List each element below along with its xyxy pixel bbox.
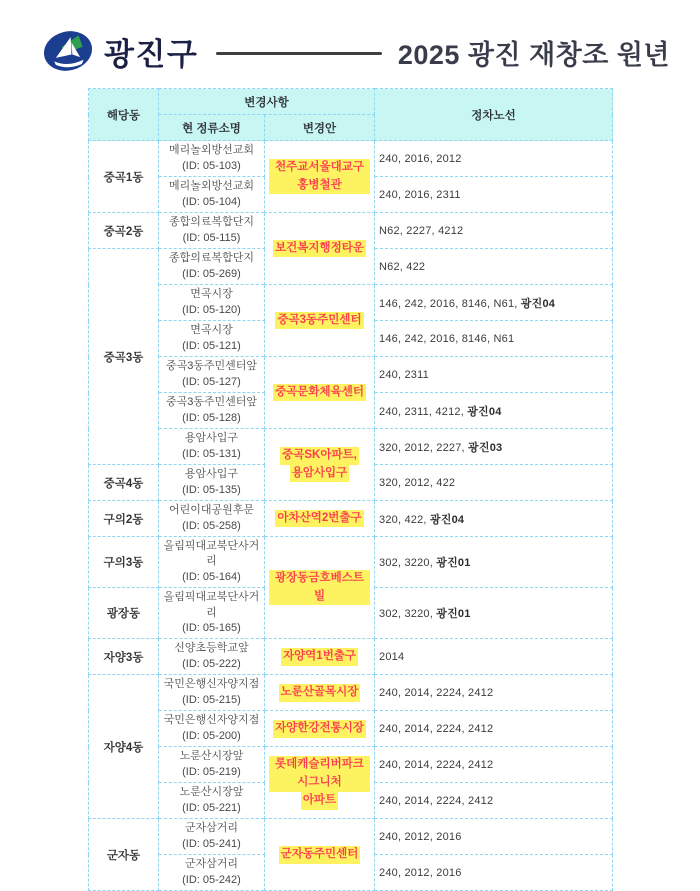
current-stop-cell — [159, 249, 265, 285]
current-stop-cell — [159, 747, 265, 783]
routes-cell — [375, 249, 613, 285]
routes-cell — [375, 213, 613, 249]
proposal-highlight-text: 롯데캐슬리버파크시그니처 — [269, 756, 370, 792]
routes-text: 240, 2012, 2016 — [379, 830, 462, 843]
routes-text: 240, 2014, 2224, 2412 — [379, 758, 494, 771]
stop-name: 올림픽대교북단사거리 — [163, 540, 260, 568]
proposal-cell — [265, 429, 375, 501]
proposal-highlight-text: 광장동금호베스트빌 — [269, 570, 370, 606]
col-header-current-name: 현 정류소명 — [159, 115, 265, 141]
proposal-cell — [265, 675, 375, 711]
routes-text-bold: 광진04 — [520, 297, 556, 310]
proposal-highlight-text: 용암사입구 — [290, 465, 350, 483]
stop-id: (ID: 05-215) — [182, 693, 241, 706]
routes-text: 2014 — [379, 650, 405, 663]
routes-cell — [375, 855, 613, 891]
stop-name: 노룬산시장앞 — [179, 750, 244, 763]
current-stop-cell — [159, 357, 265, 393]
table-row — [89, 711, 613, 747]
current-stop-cell — [159, 285, 265, 321]
table-row — [89, 819, 613, 855]
routes-cell — [375, 465, 613, 501]
proposal-cell — [265, 501, 375, 537]
stop-id: (ID: 05-219) — [182, 765, 241, 778]
routes-text-bold: 광진03 — [468, 441, 503, 454]
dong-cell: 중곡2동 — [89, 213, 159, 249]
routes-text-bold: 광진04 — [429, 513, 465, 526]
stop-name: 중곡3동주민센터앞 — [165, 396, 258, 409]
routes-cell — [375, 711, 613, 747]
stop-id: (ID: 05-222) — [182, 657, 241, 670]
dong-cell: 광장동 — [89, 588, 159, 639]
stop-id: (ID: 05-165) — [182, 621, 241, 634]
table-row — [89, 213, 613, 249]
routes-text: 240, 2014, 2224, 2412 — [379, 722, 494, 735]
col-header-proposal: 변경안 — [265, 115, 375, 141]
current-stop-cell — [159, 177, 265, 213]
stop-name: 메리놀외방선교회 — [168, 180, 254, 193]
routes-text: 146, 242, 2016, 8146, N61 — [379, 332, 515, 345]
routes-cell — [375, 285, 613, 321]
current-stop-cell — [159, 588, 265, 639]
routes-cell — [375, 429, 613, 465]
routes-text: 320, 2012, 2227, — [379, 441, 469, 454]
stop-name: 종합의료복합단지 — [168, 216, 254, 229]
routes-text: 146, 242, 2016, 8146, N61, — [379, 297, 521, 310]
routes-cell — [375, 747, 613, 783]
table-row — [89, 675, 613, 711]
current-stop-cell — [159, 711, 265, 747]
stop-name: 어린이대공원후문 — [168, 504, 254, 517]
routes-text: 240, 2016, 2311 — [379, 188, 461, 201]
current-stop-cell — [159, 393, 265, 429]
stop-id: (ID: 05-164) — [182, 570, 241, 583]
proposal-highlight-text: 자양한강전통시장 — [273, 720, 366, 738]
col-header-routes: 정차노선 — [375, 89, 613, 141]
routes-text-bold: 광진01 — [436, 557, 471, 570]
dong-cell: 중곡4동 — [89, 465, 159, 501]
proposal-highlight-text: 아차산역2번출구 — [275, 510, 363, 528]
proposal-highlight-text: 노룬산골목시장 — [279, 684, 361, 702]
proposal-highlight-text: 중곡3동주민센터 — [275, 312, 363, 330]
district-logo-text: 광진구 — [104, 36, 199, 72]
routes-cell — [375, 393, 613, 429]
stop-id: (ID: 05-258) — [182, 519, 241, 532]
current-stop-cell — [159, 465, 265, 501]
routes-cell — [375, 321, 613, 357]
proposal-highlight-text: 중곡SK아파트, — [280, 447, 359, 465]
stop-name: 중곡3동주민센터앞 — [165, 360, 258, 373]
table-row — [89, 141, 613, 177]
current-stop-cell — [159, 855, 265, 891]
col-header-dong: 해당동 — [89, 89, 159, 141]
dong-cell: 중곡1동 — [89, 141, 159, 213]
routes-cell — [375, 537, 613, 588]
routes-text: 240, 2012, 2016 — [379, 866, 462, 879]
banner-divider-line — [216, 52, 382, 55]
dong-cell: 자양3동 — [89, 639, 159, 675]
stop-name: 올림픽대교북단사거리 — [163, 591, 260, 619]
stop-id: (ID: 05-128) — [182, 411, 241, 424]
stop-name: 노룬산시장앞 — [179, 786, 244, 799]
routes-text: N62, 422 — [379, 260, 426, 273]
routes-cell — [375, 177, 613, 213]
proposal-highlight-text: 중곡문화체육센터 — [273, 384, 366, 402]
stop-name: 국민은행신자양지점 — [163, 714, 260, 727]
stop-id: (ID: 05-121) — [182, 339, 241, 352]
proposal-highlight-text: 자양역1번출구 — [281, 648, 358, 666]
proposal-cell — [265, 213, 375, 285]
stop-id: (ID: 05-269) — [182, 267, 241, 280]
dong-cell: 자양4동 — [89, 675, 159, 819]
table-body — [89, 141, 613, 891]
stop-name: 면곡시장 — [190, 288, 233, 301]
routes-text: 320, 2012, 422 — [379, 476, 456, 489]
routes-text: 240, 2016, 2012 — [379, 152, 462, 165]
proposal-highlight-text: 군자동주민센터 — [279, 846, 361, 864]
routes-text: 240, 2311, 4212, — [379, 405, 468, 418]
stop-name: 용암사입구 — [184, 432, 239, 445]
proposal-highlight-text: 천주교서울대교구홍병철관 — [269, 159, 370, 195]
stop-id: (ID: 05-127) — [182, 375, 241, 388]
table-row — [89, 501, 613, 537]
gwangjin-gu-emblem-icon — [42, 28, 94, 74]
routes-text-bold: 광진04 — [467, 405, 502, 418]
routes-text: 320, 422, — [379, 513, 430, 526]
stop-name: 군자삼거리 — [184, 822, 239, 835]
stop-id: (ID: 05-115) — [182, 231, 241, 244]
stop-name: 신양초등학교앞 — [174, 642, 249, 655]
current-stop-cell — [159, 675, 265, 711]
proposal-cell — [265, 747, 375, 819]
table-row — [89, 285, 613, 321]
bus-stop-rename-table — [88, 88, 613, 891]
table-row — [89, 639, 613, 675]
stop-name: 메리놀외방선교회 — [168, 144, 254, 157]
current-stop-cell — [159, 819, 265, 855]
stop-name: 종합의료복합단지 — [168, 252, 254, 265]
routes-text: 240, 2014, 2224, 2412 — [379, 686, 494, 699]
stop-id: (ID: 05-221) — [182, 801, 241, 814]
routes-cell — [375, 783, 613, 819]
routes-cell — [375, 675, 613, 711]
stop-id: (ID: 05-200) — [182, 729, 241, 742]
stop-name: 면곡시장 — [190, 324, 233, 337]
proposal-cell — [265, 711, 375, 747]
routes-text: 302, 3220, — [379, 557, 437, 570]
routes-text: N62, 2227, 4212 — [379, 224, 464, 237]
dong-cell: 군자동 — [89, 819, 159, 891]
stop-name: 군자삼거리 — [184, 858, 239, 871]
dong-cell: 중곡3동 — [89, 249, 159, 465]
stop-id: (ID: 05-135) — [182, 483, 241, 496]
proposal-cell — [265, 639, 375, 675]
stop-name: 국민은행신자양지점 — [163, 678, 260, 691]
table-row — [89, 747, 613, 783]
current-stop-cell — [159, 141, 265, 177]
current-stop-cell — [159, 321, 265, 357]
dong-cell: 구의3동 — [89, 537, 159, 588]
stop-id: (ID: 05-104) — [182, 195, 241, 208]
proposal-cell — [265, 537, 375, 639]
proposal-cell — [265, 285, 375, 357]
current-stop-cell — [159, 501, 265, 537]
dong-cell: 구의2동 — [89, 501, 159, 537]
proposal-highlight-text: 아파트 — [301, 792, 338, 810]
table-row — [89, 537, 613, 588]
proposal-cell — [265, 141, 375, 213]
page-header — [42, 28, 670, 74]
stop-name: 용암사입구 — [184, 468, 239, 481]
stop-id: (ID: 05-242) — [182, 873, 241, 886]
routes-cell — [375, 639, 613, 675]
proposal-cell — [265, 819, 375, 891]
table-row — [89, 429, 613, 465]
table-row — [89, 357, 613, 393]
routes-cell — [375, 588, 613, 639]
stop-id: (ID: 05-131) — [182, 447, 241, 460]
stop-id: (ID: 05-103) — [182, 159, 241, 172]
table-header — [89, 89, 613, 141]
banner-slogan: 2025 광진 재창조 원년 — [397, 39, 670, 70]
current-stop-cell — [159, 537, 265, 588]
current-stop-cell — [159, 783, 265, 819]
routes-text-bold: 광진01 — [436, 608, 471, 621]
routes-text: 240, 2014, 2224, 2412 — [379, 794, 494, 807]
routes-cell — [375, 357, 613, 393]
stop-id: (ID: 05-120) — [182, 303, 241, 316]
proposal-highlight-text: 보건복지행정타운 — [273, 240, 366, 258]
current-stop-cell — [159, 639, 265, 675]
current-stop-cell — [159, 213, 265, 249]
routes-text: 302, 3220, — [379, 608, 437, 621]
routes-text: 240, 2311 — [379, 368, 429, 381]
stop-id: (ID: 05-241) — [182, 837, 241, 850]
routes-cell — [375, 501, 613, 537]
proposal-cell — [265, 357, 375, 429]
current-stop-cell — [159, 429, 265, 465]
routes-cell — [375, 141, 613, 177]
col-header-change: 변경사항 — [159, 89, 375, 115]
routes-cell — [375, 819, 613, 855]
